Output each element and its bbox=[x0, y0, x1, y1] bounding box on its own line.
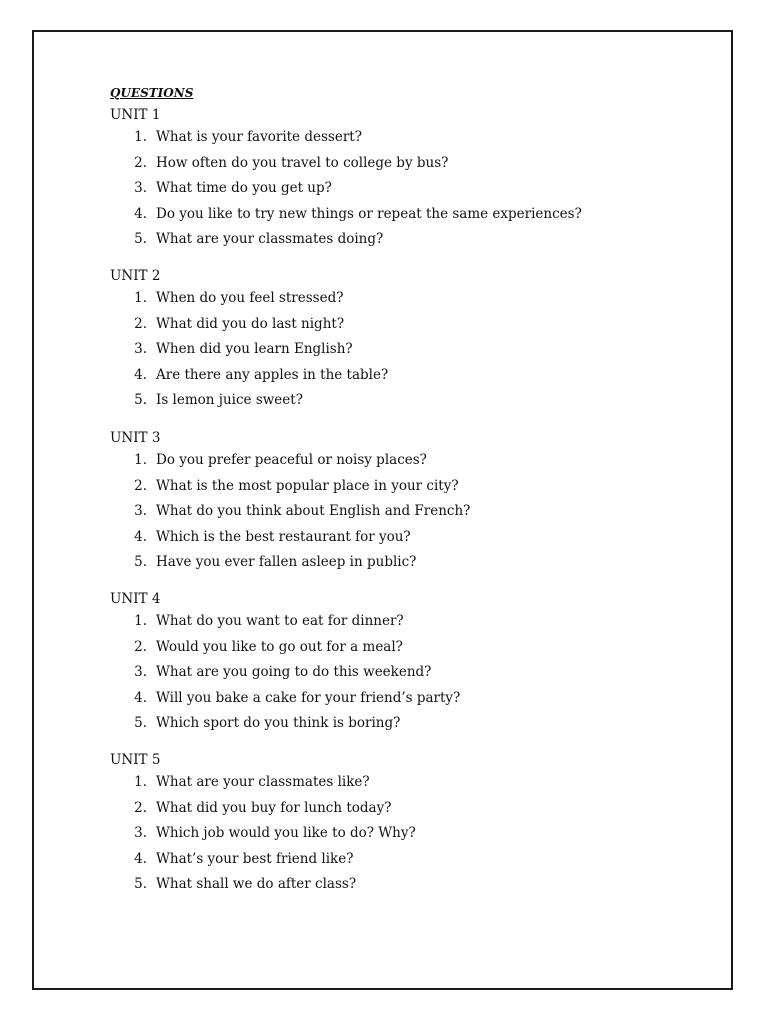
question-number: 5. bbox=[134, 876, 147, 892]
question-text: What are you going to do this weekend? bbox=[156, 664, 432, 680]
question-text: Have you ever fallen asleep in public? bbox=[156, 554, 417, 570]
question-list bbox=[110, 450, 670, 578]
question-item bbox=[110, 874, 670, 900]
question-number: 5. bbox=[134, 554, 147, 570]
question-list bbox=[110, 288, 670, 416]
unit-heading: UNIT 4 bbox=[110, 591, 161, 607]
question-text: When do you feel stressed? bbox=[156, 290, 344, 306]
question-list bbox=[110, 127, 670, 255]
question-number: 2. bbox=[134, 154, 147, 171]
question-text: What is your favorite dessert? bbox=[156, 129, 362, 145]
question-number: 2. bbox=[134, 315, 147, 332]
question-item bbox=[110, 772, 670, 798]
question-item bbox=[110, 314, 670, 340]
question-number: 2. bbox=[134, 799, 147, 816]
question-item bbox=[110, 611, 670, 637]
question-item bbox=[110, 204, 670, 230]
question-item bbox=[110, 153, 670, 179]
question-item bbox=[110, 713, 670, 739]
question-text: Which job would you like to do? Why? bbox=[156, 825, 416, 841]
question-number: 4. bbox=[134, 528, 147, 545]
question-text: What did you buy for lunch today? bbox=[156, 799, 392, 816]
question-item bbox=[110, 501, 670, 527]
unit-section-2 bbox=[110, 267, 670, 416]
question-number: 3. bbox=[134, 825, 147, 841]
question-item bbox=[110, 178, 670, 204]
question-text: Would you like to go out for a meal? bbox=[156, 638, 403, 655]
question-item bbox=[110, 798, 670, 824]
question-item bbox=[110, 365, 670, 391]
unit-section-4 bbox=[110, 590, 670, 739]
question-item bbox=[110, 127, 670, 153]
unit-section-5 bbox=[110, 751, 670, 900]
question-text: Which is the best restaurant for you? bbox=[156, 528, 411, 545]
unit-section-1 bbox=[110, 106, 670, 255]
question-text: What time do you get up? bbox=[156, 180, 332, 196]
question-item bbox=[110, 849, 670, 875]
unit-heading: UNIT 3 bbox=[110, 430, 161, 446]
question-list bbox=[110, 611, 670, 739]
question-text: How often do you travel to college by bus? bbox=[156, 154, 449, 171]
question-number: 4. bbox=[134, 205, 147, 222]
question-number: 1. bbox=[134, 613, 147, 629]
question-text: What do you think about English and French? bbox=[156, 503, 471, 519]
question-item bbox=[110, 823, 670, 849]
question-text: What shall we do after class? bbox=[156, 876, 357, 892]
question-number: 4. bbox=[134, 689, 147, 706]
question-text: What are your classmates like? bbox=[156, 774, 370, 790]
question-item bbox=[110, 637, 670, 663]
question-text: When did you learn English? bbox=[156, 341, 353, 357]
unit-heading: UNIT 2 bbox=[110, 268, 161, 284]
question-number: 3. bbox=[134, 664, 147, 680]
question-number: 4. bbox=[134, 850, 147, 867]
question-item bbox=[110, 688, 670, 714]
question-text: Do you prefer peaceful or noisy places? bbox=[156, 452, 427, 468]
question-item bbox=[110, 476, 670, 502]
question-number: 4. bbox=[134, 366, 147, 383]
question-number: 3. bbox=[134, 341, 147, 357]
question-item bbox=[110, 229, 670, 255]
question-list bbox=[110, 772, 670, 900]
document-title: QUESTIONS bbox=[110, 86, 194, 100]
question-number: 1. bbox=[134, 129, 147, 145]
question-number: 1. bbox=[134, 774, 147, 790]
question-item bbox=[110, 390, 670, 416]
question-item bbox=[110, 527, 670, 553]
question-number: 1. bbox=[134, 290, 147, 306]
question-number: 5. bbox=[134, 231, 147, 247]
question-text: What do you want to eat for dinner? bbox=[156, 613, 404, 629]
question-item bbox=[110, 662, 670, 688]
question-text: What did you do last night? bbox=[156, 315, 345, 332]
question-item bbox=[110, 288, 670, 314]
question-text: Will you bake a cake for your friend’s party? bbox=[156, 689, 461, 706]
question-text: What is the most popular place in your city? bbox=[156, 477, 459, 494]
question-item bbox=[110, 450, 670, 476]
question-number: 2. bbox=[134, 638, 147, 655]
question-item bbox=[110, 552, 670, 578]
question-number: 3. bbox=[134, 180, 147, 196]
unit-heading: UNIT 1 bbox=[110, 107, 161, 123]
unit-heading: UNIT 5 bbox=[110, 752, 161, 768]
question-text: Is lemon juice sweet? bbox=[156, 392, 303, 408]
question-text: Which sport do you think is boring? bbox=[156, 715, 401, 731]
question-number: 5. bbox=[134, 715, 147, 731]
question-item bbox=[110, 339, 670, 365]
question-number: 5. bbox=[134, 392, 147, 408]
question-number: 3. bbox=[134, 503, 147, 519]
question-text: What are your classmates doing? bbox=[156, 231, 384, 247]
unit-section-3 bbox=[110, 429, 670, 578]
question-text: What’s your best friend like? bbox=[156, 850, 354, 867]
question-number: 2. bbox=[134, 477, 147, 494]
question-text: Are there any apples in the table? bbox=[156, 366, 389, 383]
question-text: Do you like to try new things or repeat the same experiences? bbox=[156, 205, 582, 222]
question-number: 1. bbox=[134, 452, 147, 468]
